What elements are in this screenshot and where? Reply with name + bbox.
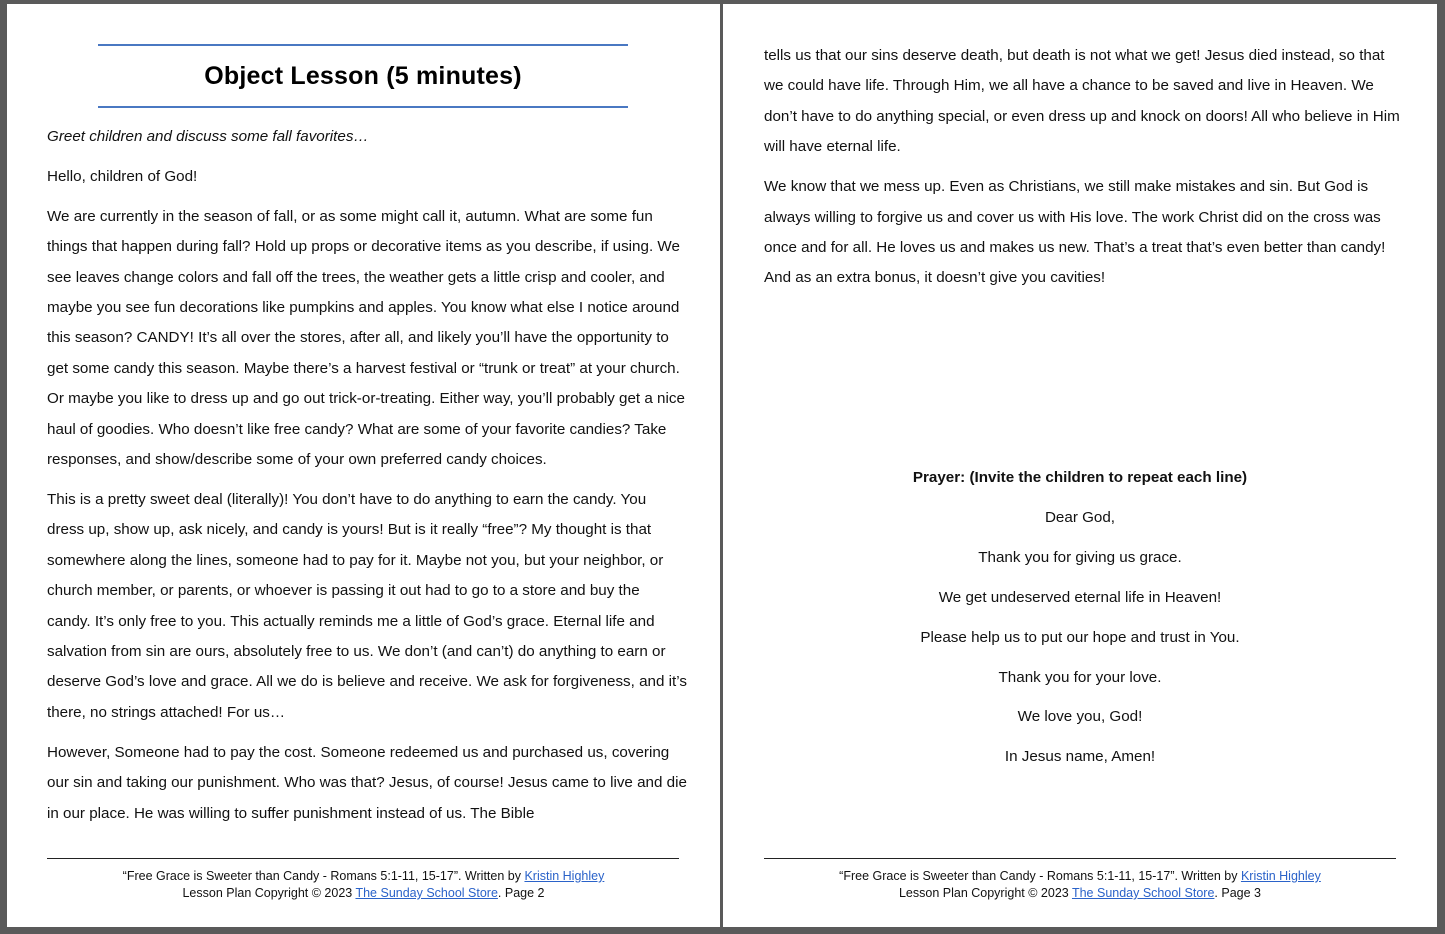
paragraph: tells us that our sins deserve death, but death is not what we get! Jesus died instead, so that we could have life. Through Him, we all have a chance to be saved and live in Heaven. We don’t have to do anything special, or even dress up and knock on doors! All who believe in Him will have eternal life. bbox=[764, 47, 1400, 156]
document-page-2 bbox=[7, 4, 720, 927]
lesson-body bbox=[47, 122, 687, 838]
paragraph: However, Someone had to pay the cost. Someone redeemed us and purchased us, covering our sin and taking our punishment. Who was that? Jesus, of course! Jesus came to live and die in our place. He was willing to suffer punishment instead of us. The Bible bbox=[47, 743, 687, 822]
page-title: Object Lesson (5 minutes) bbox=[204, 61, 522, 90]
paragraph: We know that we mess up. Even as Christians, we still make mistakes and sin. But God is always willing to forgive us and cover us with His love. The work Christ did on the cross was once and for all. He loves us and makes us new. That’s a treat that’s even better than candy! And as an extra bonus, it doesn’t give you cavities! bbox=[764, 178, 1386, 287]
footer-divider bbox=[47, 858, 679, 859]
prayer-section bbox=[764, 463, 1396, 782]
prayer-line: We love you, God! bbox=[1017, 708, 1143, 726]
paragraph: We are currently in the season of fall, or as some might call it, autumn. What are some fun things that happen during fall? Hold up props or decorative items as you describe, if using. We see leaves change colors and fall off the trees, the weather gets a little crisp and cooler, and maybe you see fun decorations like pumpkins and apples. You know what else I notice around this season? CANDY! It’s all over the stores, after all, and likely you’ll have the opportunity to get some candy this season. Maybe there’s a harvest festival or “trunk or treat” at your church. Or maybe you like to dress up and go out trick-or-treating. Either way, you’ll probably get a nice haul of goodies. Who doesn’t like free candy? What are some of your favorite candies? Take responses, and show/describe some of your own preferred candy choices. bbox=[47, 207, 685, 469]
page-footer bbox=[7, 868, 720, 902]
footer-line-2 bbox=[7, 885, 720, 902]
prayer-line: Dear God, bbox=[1044, 508, 1116, 526]
prayer-line: Please help us to put our hope and trust in You. bbox=[920, 628, 1240, 646]
prayer-line: Thank you for giving us grace. bbox=[978, 548, 1182, 566]
footer-copyright: Lesson Plan Copyright © 2023 bbox=[182, 886, 356, 900]
author-link[interactable]: Kristin Highley bbox=[524, 869, 605, 883]
footer-divider bbox=[764, 858, 1396, 859]
document-page-3 bbox=[723, 4, 1437, 927]
lesson-body-continued bbox=[764, 41, 1404, 303]
footer-citation: “Free Grace is Sweeter than Candy - Romans 5:1-11, 15-17”. Written by bbox=[839, 869, 1241, 883]
footer-line-1 bbox=[723, 868, 1437, 885]
store-link[interactable]: The Sunday School Store bbox=[1071, 886, 1215, 900]
paragraph: Hello, children of God! bbox=[47, 167, 198, 185]
paragraph: This is a pretty sweet deal (literally)! You don’t have to do anything to earn the candy. You dress up, show up, ask nicely, and candy is yours! But is it really “free”? My thought is that somewhere along the lines, someone had to pay for it. Maybe not you, but your neighbor, or church member, or parents, or whoever is passing it out had to go to a store and buy the candy. It’s only free to you. This actually reminds me a little of God’s grace. Eternal life and salvation from sin are ours, absolutely free to us. We don’t (and can’t) do anything to earn or deserve God’s love and grace. All we do is believe and receive. We ask for forgiveness, and it’s there, no strings attached! For us… bbox=[47, 490, 687, 721]
prayer-heading: Prayer: (Invite the children to repeat each line) bbox=[912, 469, 1248, 486]
footer-citation: “Free Grace is Sweeter than Candy - Romans 5:1-11, 15-17”. Written by bbox=[122, 869, 525, 883]
page-footer bbox=[723, 868, 1437, 902]
prayer-line: Thank you for your love. bbox=[998, 668, 1162, 686]
title-block bbox=[98, 44, 628, 108]
author-link[interactable]: Kristin Highley bbox=[1240, 869, 1321, 883]
page-number: . Page 2 bbox=[497, 886, 545, 900]
page-number: . Page 3 bbox=[1214, 886, 1261, 900]
footer-line-1 bbox=[7, 868, 720, 885]
prayer-line: In Jesus name, Amen! bbox=[1004, 748, 1156, 766]
intro-instruction: Greet children and discuss some fall favorites… bbox=[47, 128, 369, 145]
store-link[interactable]: The Sunday School Store bbox=[355, 886, 498, 900]
footer-line-2 bbox=[723, 885, 1437, 902]
prayer-line: We get undeserved eternal life in Heaven! bbox=[938, 588, 1222, 606]
footer-copyright: Lesson Plan Copyright © 2023 bbox=[898, 886, 1072, 900]
